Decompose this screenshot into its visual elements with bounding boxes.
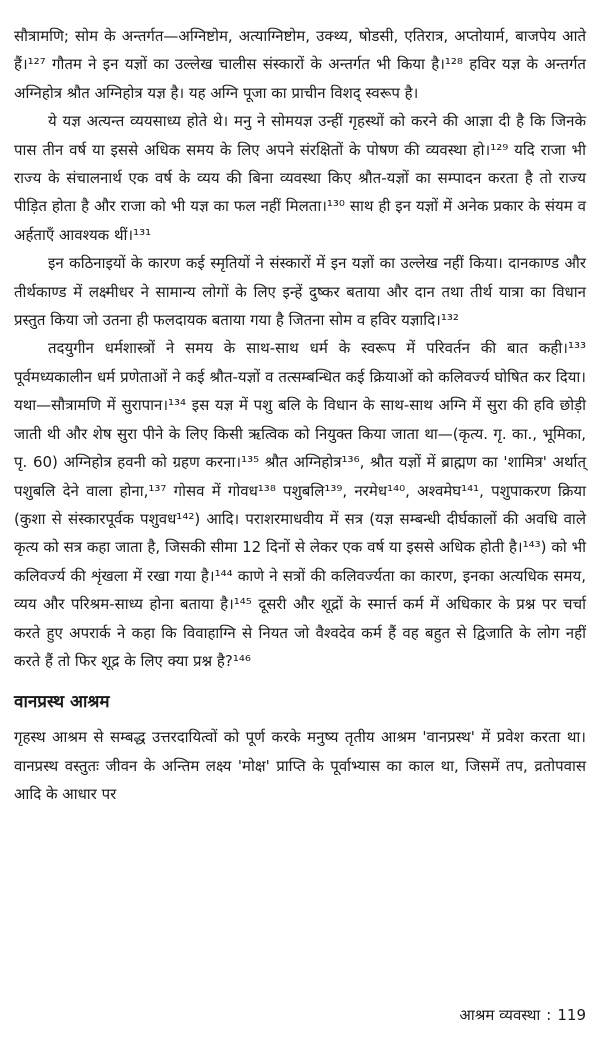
footer-chapter-title: आश्रम व्यवस्था — [459, 1006, 541, 1024]
section-heading: वानप्रस्थ आश्रम — [14, 692, 110, 713]
page-number: 119 — [557, 1006, 586, 1024]
page-footer — [459, 1004, 586, 1026]
paragraph-2: ये यज्ञ अत्यन्त व्ययसाध्य होते थे। मनु ने सोमयज्ञ उन्हीं गृहस्थों को करने की आज्ञा दी है कि जिनके पास तीन वर्ष या इससे अधिक समय के लिए अपने संरक्षितों के पोषण की व्यवस्था हो।¹²⁹ यदि राजा भी राज्य के संचालनार्थ एक वर्ष के व्यय की बिना व्यवस्था किए श्रौत-यज्ञों का सम्पादन करता है तो राज्य पीड़ित होता है और राजा को भी यज्ञ का फल नहीं मिलता।¹³⁰ साथ ही इन यज्ञों में अनेक प्रकार के संयम व अर्हताएँ आवश्यक थीं।¹³¹ — [14, 112, 586, 244]
paragraph-3: इन कठिनाइयों के कारण कई स्मृतियों ने संस्कारों में इन यज्ञों का उल्लेख नहीं किया। दानकाण्ड और तीर्थकाण्ड में लक्ष्मीधर ने सामान्य लोगों के लिए इन्हें दुष्कर बताया और दान तथा तीर्थ यात्रा का विधान प्रस्तुत किया जो उतना ही फलदायक बताया गया है जितना सोम व हविर यज्ञादि।¹³² — [14, 254, 586, 330]
paragraph-1: सौत्रामणि; सोम के अन्तर्गत—अग्निष्टोम, अत्याग्निष्टोम, उक्थ्य, षोडसी, एतिरात्र, अप्तोयार्म, बाजपेय आते हैं।¹²⁷ गौतम ने इन यज्ञों का उल्लेख चालीस संस्कारों के अन्तर्गत भी किया है।¹²⁸ हविर यज्ञ के अन्तर्गत अग्निहोत्र श्रौत अग्निहोत्र यज्ञ है। यह अग्नि पूजा का प्राचीन विशद् स्वरूप है। — [14, 27, 586, 102]
footer-separator: : — [546, 1006, 552, 1024]
section-paragraph: गृहस्थ आश्रम से सम्बद्ध उत्तरदायित्वों को पूर्ण करके मनुष्य तृतीय आश्रम 'वानप्रस्थ' में प्रवेश करता था। वानप्रस्थ वस्तुतः जीवन के अन्तिम लक्ष्य 'मोक्ष' प्राप्ति के पूर्वाभ्यास का काल था, जिसमें तप, व्रतोपवास आदि के आधार पर — [14, 728, 586, 804]
page-body — [14, 22, 586, 809]
paragraph-4: तदयुगीन धर्मशास्त्रों ने समय के साथ-साथ धर्म के स्वरूप में परिवर्तन की बात कही।¹³³ पूर्वमध्यकालीन धर्म प्रणेताओं ने कई श्रौत-यज्ञों व तत्सम्बन्धित कई क्रियाओं को कलिवर्ज्य घोषित कर दिया। यथा—सौत्रामणि में सुरापान।¹³⁴ इस यज्ञ में पशु बलि के विधान के साथ-साथ अग्नि में सुरा की हवि छोड़ी जाती थी और शेष सुरा पीने के लिए किसी ऋत्विक को नियुक्त किया जाता था—(कृत्य. गृ. का., भूमिका, पृ. 60) अग्निहोत्र हवनी को ग्रहण करना।¹³⁵ श्रौत अग्निहोत्र¹³⁶, श्रौत यज्ञों में ब्राह्मण का 'शामित्र' अर्थात् पशुबलि देने वाला होना,¹³⁷ गोसव में गोवध¹³⁸ पशुबलि¹³⁹, नरमेध¹⁴⁰, अश्वमेघ¹⁴¹, पशुपाकरण क्रिया (कुशा से संस्कारपूर्वक पशुवध¹⁴²) आदि। पराशरमाधवीय में सत्र (यज्ञ सम्बन्धी दीर्घकालों की अवधि वाले कृत्य को सत्र कहा जाता है, जिसकी सीमा 12 दिनों से लेकर एक वर्ष या इससे अधिक होती है।¹⁴³) को भी कलिवर्ज्य की शृंखला में रखा गया है।¹⁴⁴ काणे ने सत्रों की कलिवर्ज्यता का कारण, इनका अत्यधिक समय, व्यय और परिश्रम-साध्य होना बताया है।¹⁴⁵ दूसरी और शूद्रों के स्मार्त्त कर्म में अधिकार के प्रश्न पर चर्चा करते हुए अपरार्क ने कहा कि विवाहाग्नि से नियत जो वैश्वदेव कर्म हैं वह बहुत से द्विजाति के लोग नहीं करते हैं तो फिर शूद्र के लिए क्या प्रश्न है?¹⁴⁶ — [14, 339, 586, 670]
